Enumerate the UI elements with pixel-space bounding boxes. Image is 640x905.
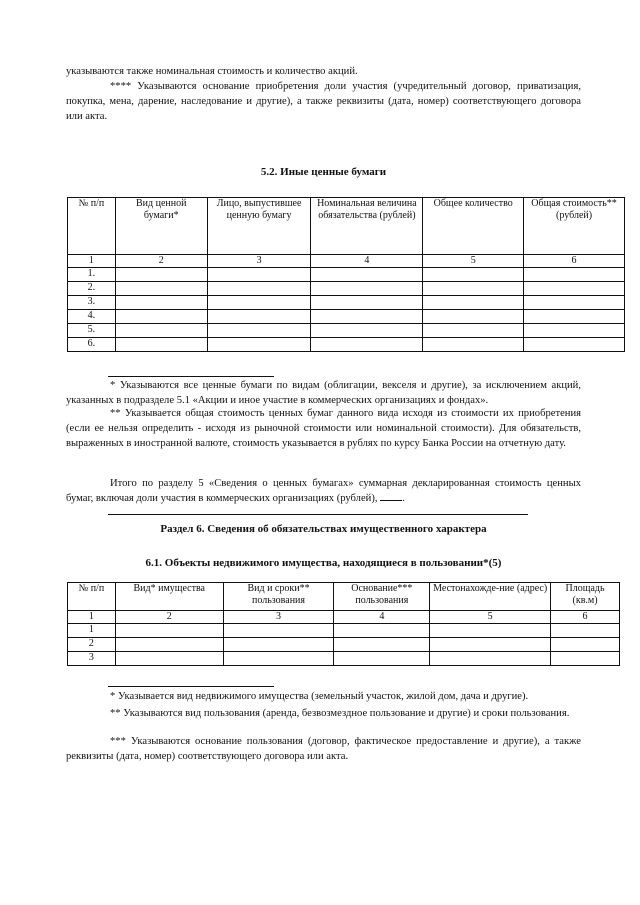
numbering-row [68,611,620,624]
table-row [68,624,620,638]
empty-cell [524,282,625,296]
empty-cell [524,338,625,352]
empty-cell [423,310,524,324]
header-cell: Вид и сроки** пользования [223,583,334,611]
empty-cell [115,338,207,352]
empty-cell [423,324,524,338]
empty-cell [423,296,524,310]
empty-cell [551,624,620,638]
row-number: 5. [68,324,116,338]
numbering-cell: 6 [551,611,620,624]
footnote-usage-kind: ** Указываются вид пользования (аренда, безвозмездное пользование и другие) и сроки пользования. [110,708,570,719]
total-blank-field[interactable] [380,491,402,501]
table-row [68,652,620,666]
empty-cell [223,638,334,652]
footnote-usage-basis: *** Указываются основание пользования (договор, фактическое предоставление и другие), а также реквизиты (дата, номер) соответствующего договора или акта. [66,736,581,762]
footnote-separator [108,686,274,687]
empty-cell [115,652,223,666]
numbering-cell: 3 [223,611,334,624]
numbering-cell: 4 [311,255,423,268]
table-row [68,268,625,282]
footnote-separator [108,376,274,377]
empty-cell [430,638,551,652]
empty-cell [311,324,423,338]
empty-cell [223,652,334,666]
empty-cell [334,624,430,638]
total-declared-value [66,476,581,506]
header-cell: Вид* имущества [115,583,223,611]
empty-cell [207,268,311,282]
numbering-cell: 5 [423,255,524,268]
empty-cell [311,282,423,296]
footnote-securities-value: ** Указывается общая стоимость ценных бумаг данного вида исходя из стоимости их приобретения (если ее нельзя определить - исходя из рыночной стоимости или номинальной стоимости). Для обязательств, выраженных в иностранной валюте, стоимость указывается в рублях по курсу Банка России на отчетную дату. [66,408,581,449]
header-cell: Основание*** пользования [334,583,430,611]
header-cell: Вид ценной бумаги* [115,198,207,255]
row-number: 3 [68,652,116,666]
empty-cell [115,310,207,324]
row-number: 6. [68,338,116,352]
empty-cell [223,624,334,638]
header-cell: № п/п [68,198,116,255]
table-row [68,296,625,310]
footnote-property-kind: * Указывается вид недвижимого имущества (земельный участок, жилой дом, дача и другие). [110,691,529,702]
empty-cell [207,296,311,310]
row-number: 4. [68,310,116,324]
empty-cell [524,268,625,282]
empty-cell [524,296,625,310]
empty-cell [334,652,430,666]
numbering-cell: 6 [524,255,625,268]
header-cell: Местонахожде-ние (адрес) [430,583,551,611]
table-header-row [68,198,625,255]
numbering-cell: 2 [115,611,223,624]
header-cell: Площадь (кв.м) [551,583,620,611]
table-row [68,338,625,352]
empty-cell [207,338,311,352]
table-row [68,324,625,338]
row-number: 2 [68,638,116,652]
header-cell: Общая стоимость** (рублей) [524,198,625,255]
empty-cell [551,638,620,652]
table-row [68,638,620,652]
row-number: 3. [68,296,116,310]
intro-line: указываются также номинальная стоимость и количество акций. [66,66,358,77]
empty-cell [551,652,620,666]
empty-cell [115,282,207,296]
footnote-ownership-basis: **** Указываются основание приобретения доли участия (учредительный договор, приватизация, покупка, мена, дарение, наследование и другие), а также реквизиты (дата, номер) соответствующего договора или акта. [66,81,581,122]
section-6-1-title: 6.1. Объекты недвижимого имущества, находящиеся в пользовании*(5) [145,557,502,569]
empty-cell [207,282,311,296]
header-cell: Лицо, выпустившее ценную бумагу [207,198,311,255]
empty-cell [115,638,223,652]
empty-cell [311,268,423,282]
numbering-row [68,255,625,268]
numbering-cell: 5 [430,611,551,624]
section-6-title: Раздел 6. Сведения об обязательствах имущественного характера [160,523,487,535]
securities-table [67,197,625,352]
table-header-row [68,583,620,611]
total-end: . [402,493,405,504]
row-number: 1. [68,268,116,282]
header-cell: № п/п [68,583,116,611]
numbering-cell: 1 [68,255,116,268]
row-number: 1 [68,624,116,638]
table-row [68,310,625,324]
section-separator [108,514,528,515]
empty-cell [311,296,423,310]
empty-cell [430,652,551,666]
empty-cell [524,310,625,324]
numbering-cell: 3 [207,255,311,268]
empty-cell [115,268,207,282]
numbering-cell: 1 [68,611,116,624]
empty-cell [430,624,551,638]
empty-cell [423,268,524,282]
empty-cell [423,338,524,352]
empty-cell [207,310,311,324]
section-5-2-title: 5.2. Иные ценные бумаги [260,166,387,178]
total-text: Итого по разделу 5 «Сведения о ценных бумагах» суммарная декларированная стоимость ценных бумаг, включая доли участия в коммерческих организациях (рублей), [66,478,581,504]
empty-cell [115,296,207,310]
empty-cell [423,282,524,296]
empty-cell [311,310,423,324]
footnote-securities-kinds: * Указываются все ценные бумаги по видам (облигации, векселя и другие), за исключением акций, указанных в подразделе 5.1 «Акции и иное участие в коммерческих организациях и фондах». [66,380,581,406]
empty-cell [311,338,423,352]
header-cell: Номинальная величина обязательства (рублей) [311,198,423,255]
numbering-cell: 2 [115,255,207,268]
real-estate-table [67,582,620,666]
empty-cell [207,324,311,338]
row-number: 2. [68,282,116,296]
empty-cell [115,324,207,338]
table-row [68,282,625,296]
empty-cell [524,324,625,338]
empty-cell [115,624,223,638]
empty-cell [334,638,430,652]
numbering-cell: 4 [334,611,430,624]
header-cell: Общее количество [423,198,524,255]
